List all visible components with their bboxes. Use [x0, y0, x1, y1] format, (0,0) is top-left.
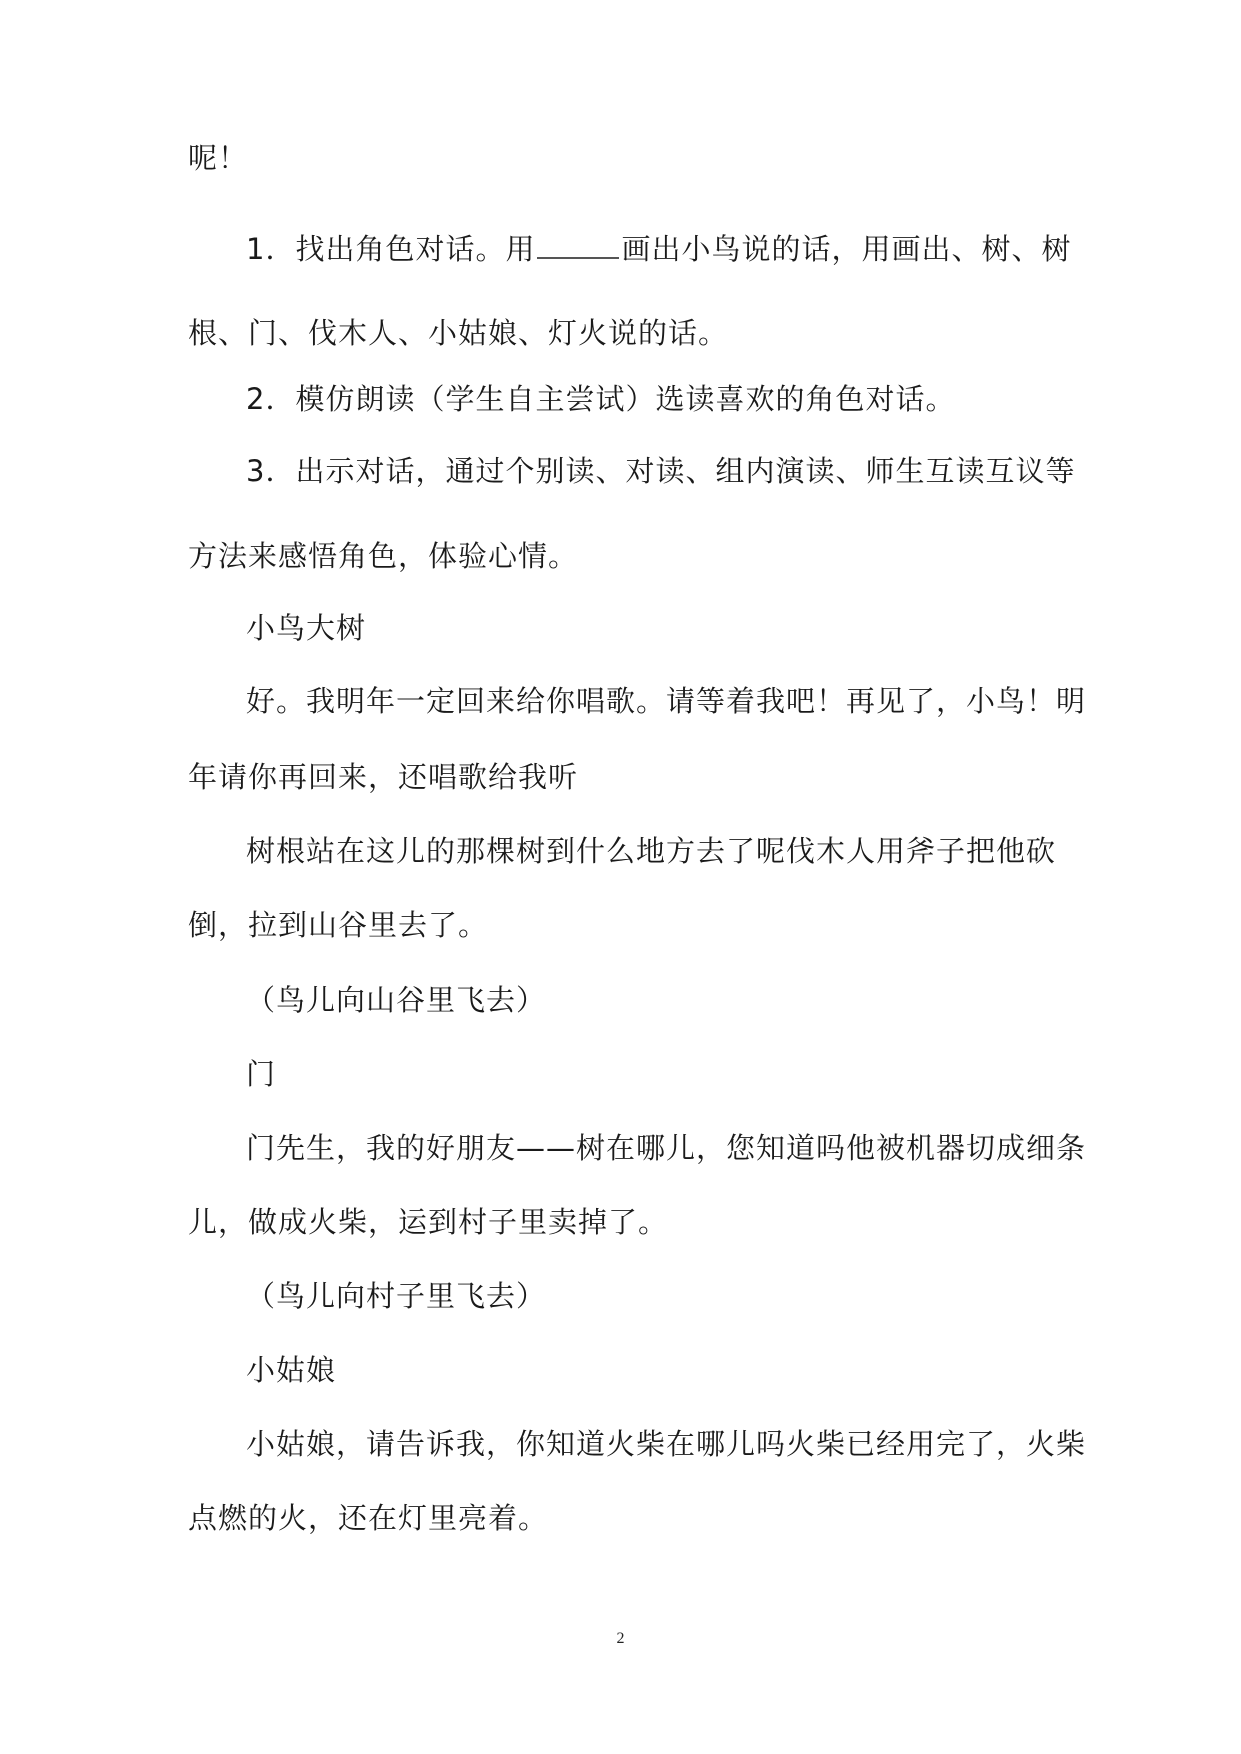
text-line: （鸟儿向山谷里飞去）	[246, 983, 547, 1017]
text-line: 好。我明年一定回来给你唱歌。请等着我吧！再见了，小鸟！明	[246, 684, 1087, 718]
text-line: 年请你再回来，还唱歌给我听	[188, 760, 579, 794]
text-line: 门	[246, 1057, 277, 1091]
text-line: 小鸟大树	[246, 611, 367, 645]
text-line-with-blank	[246, 227, 1071, 269]
text-line: 方法来感悟角色，体验心情。	[188, 539, 579, 573]
underline-blank	[537, 227, 619, 259]
text-line: 倒，拉到山谷里去了。	[188, 908, 489, 942]
text-line: 小姑娘	[246, 1353, 337, 1387]
page-number: 2	[616, 1630, 625, 1647]
text-line: 点燃的火，还在灯里亮着。	[188, 1501, 549, 1535]
text-segment: 画出小鸟说的话，用画出、树、树	[621, 232, 1072, 266]
text-line: 小姑娘，请告诉我，你知道火柴在哪儿吗火柴已经用完了，火柴	[246, 1427, 1087, 1461]
text-line: 门先生，我的好朋友——树在哪儿，您知道吗他被机器切成细条	[246, 1131, 1087, 1165]
text-line: 儿，做成火柴，运到村子里卖掉了。	[188, 1205, 669, 1239]
text-line: 3．出示对话，通过个别读、对读、组内演读、师生互读互议等	[246, 454, 1076, 488]
text-segment: 1．找出角色对话。用	[246, 232, 536, 266]
text-line: 2．模仿朗读（学生自主尝试）选读喜欢的角色对话。	[246, 382, 956, 416]
text-line: （鸟儿向村子里飞去）	[246, 1279, 547, 1313]
text-line: 树根站在这儿的那棵树到什么地方去了呢伐木人用斧子把他砍	[246, 834, 1057, 868]
text-line: 呢！	[188, 141, 249, 175]
text-line: 根、门、伐木人、小姑娘、灯火说的话。	[188, 316, 729, 350]
